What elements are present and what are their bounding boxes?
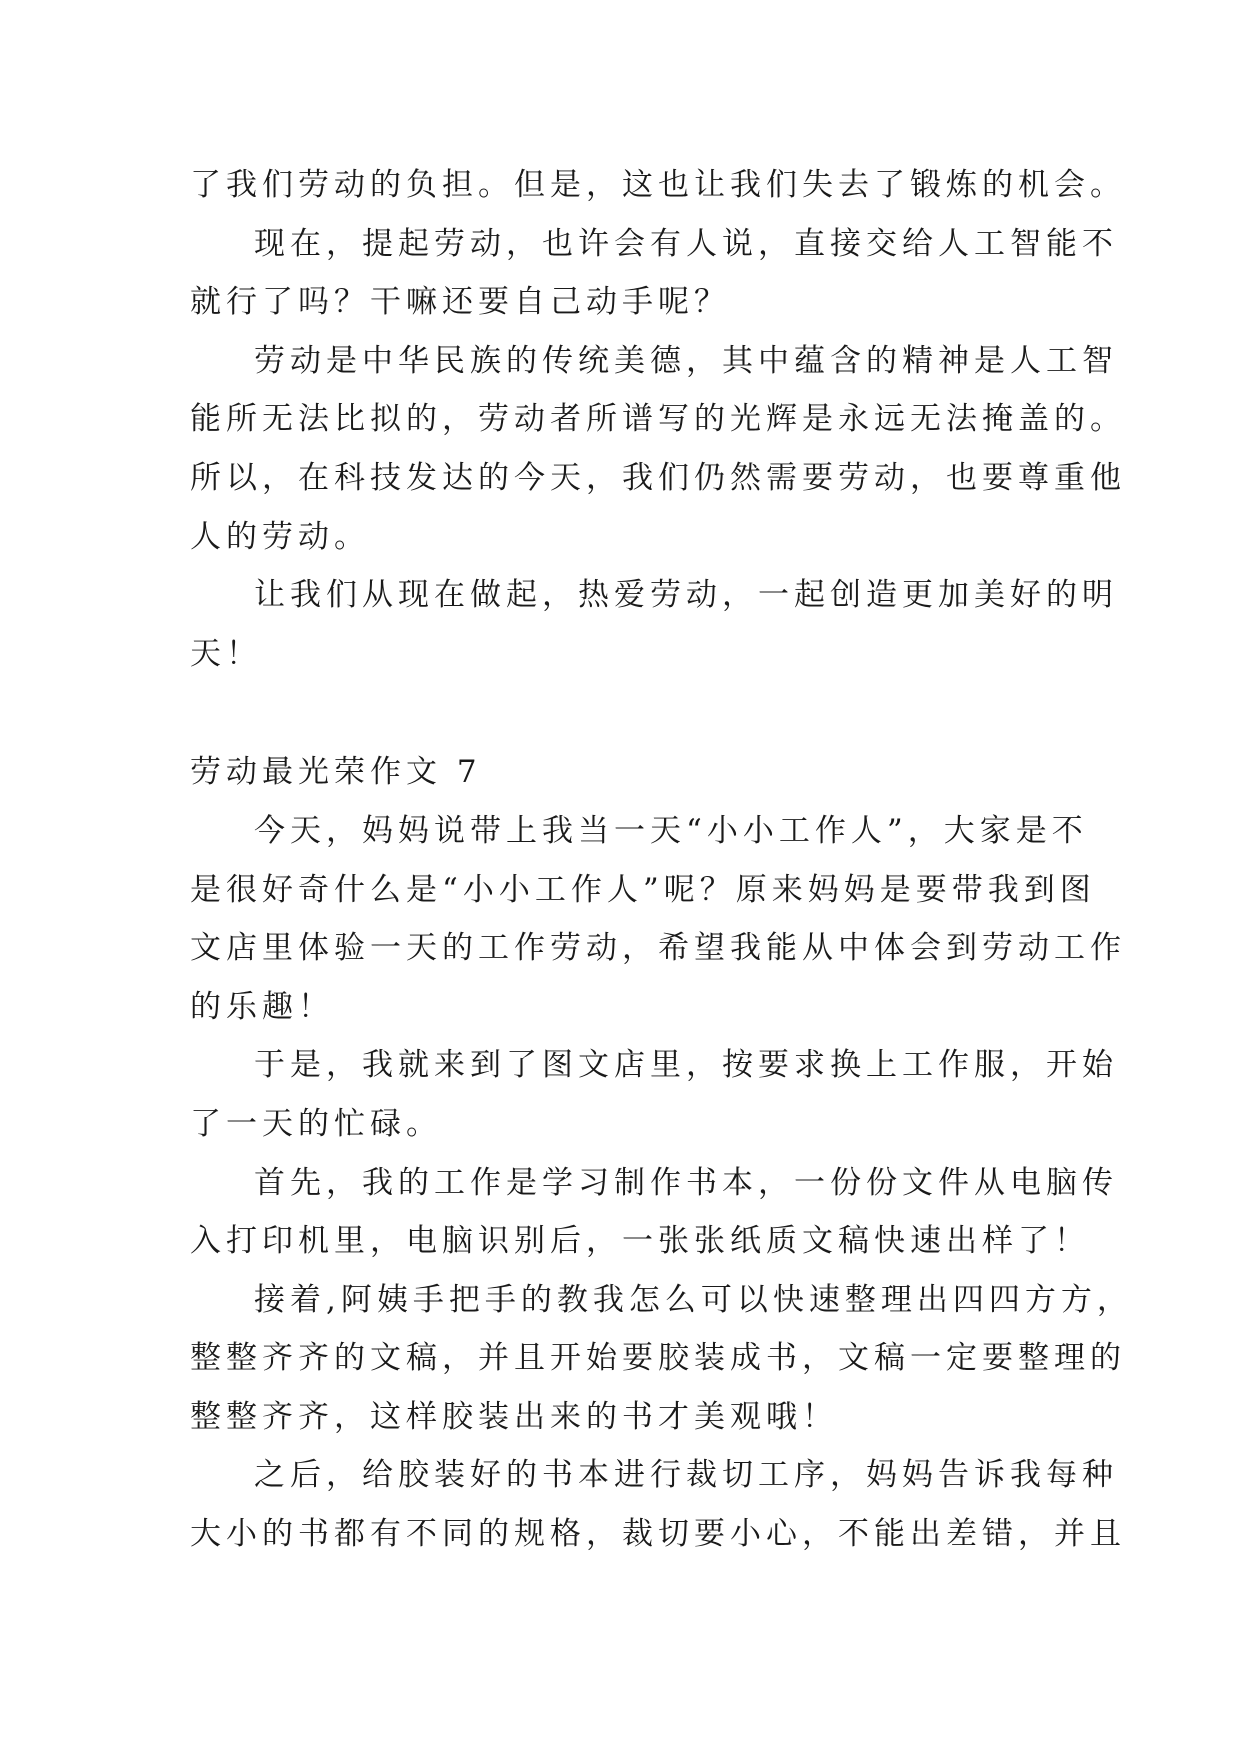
paragraph-line: 能所无法比拟的，劳动者所谱写的光辉是永远无法掩盖的。: [190, 401, 1126, 438]
paragraph-line: 文店里体验一天的工作劳动，希望我能从中体会到劳动工作: [190, 930, 1126, 967]
paragraph-line: 入打印机里，电脑识别后，一张张纸质文稿快速出样了！: [190, 1223, 1090, 1260]
paragraph-line: 让我们从现在做起，热爱劳动，一起创造更加美好的明: [254, 577, 1118, 614]
paragraph-line: 整整齐齐的文稿，并且开始要胶装成书，文稿一定要整理的: [190, 1340, 1126, 1377]
paragraph-line: 今天，妈妈说带上我当一天“小小工作人”，大家是不: [254, 812, 1088, 849]
paragraph-line: 接着,阿姨手把手的教我怎么可以快速整理出四四方方，: [254, 1281, 1133, 1318]
section-spacer: [190, 683, 1050, 743]
paragraph-line: 大小的书都有不同的规格，裁切要小心，不能出差错，并且: [190, 1516, 1126, 1553]
paragraph-line: 现在，提起劳动，也许会有人说，直接交给人工智能不: [254, 225, 1118, 262]
paragraph-line: 整整齐齐，这样胶装出来的书才美观哦！: [190, 1398, 838, 1435]
paragraph-line: 了我们劳动的负担。但是，这也让我们失去了锻炼的机会。: [190, 167, 1126, 203]
paragraph-line: 是很好奇什么是“小小工作人”呢？原来妈妈是要带我到图: [190, 871, 1096, 908]
document-body: [190, 156, 1133, 1564]
essay-heading: 劳动最光荣作文 7: [190, 754, 482, 791]
paragraph-line: 了一天的忙碌。: [190, 1105, 442, 1142]
paragraph-line: 天！: [190, 635, 262, 672]
paragraph-line: 于是，我就来到了图文店里，按要求换上工作服，开始: [254, 1047, 1118, 1084]
paragraph-line: 劳动是中华民族的传统美德，其中蕴含的精神是人工智: [254, 342, 1118, 379]
paragraph-line: 就行了吗？干嘛还要自己动手呢？: [190, 284, 730, 321]
paragraph-line: 首先，我的工作是学习制作书本，一份份文件从电脑传: [254, 1164, 1118, 1201]
paragraph-line: 之后，给胶装好的书本进行裁切工序，妈妈告诉我每种: [254, 1457, 1118, 1494]
paragraph-line: 的乐趣！: [190, 988, 334, 1025]
paragraph-line: 人的劳动。: [190, 518, 370, 555]
paragraph-line: 所以，在科技发达的今天，我们仍然需要劳动，也要尊重他: [190, 459, 1126, 496]
